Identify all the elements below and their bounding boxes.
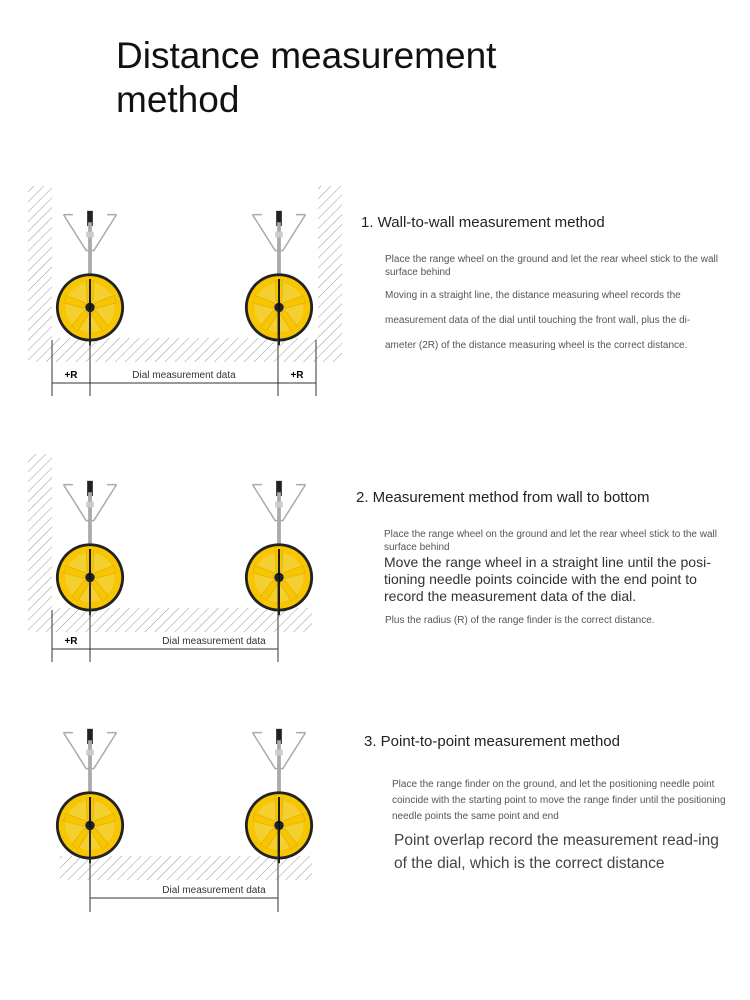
end-wheel-figure <box>245 729 313 863</box>
left-radius-label: +R <box>64 370 78 381</box>
wall-to-wall-diagram <box>0 180 350 410</box>
wall-to-bottom-diagram <box>0 450 350 670</box>
dial-label: Dial measurement data <box>162 885 266 896</box>
dial-label: Dial measurement data <box>162 636 266 647</box>
note-line-3: ameter (2R) of the distance measuring wheel is the correct distance. <box>385 340 688 351</box>
left-wall <box>28 454 52 632</box>
left-radius-label: +R <box>64 636 78 647</box>
note-rear-wheel: Place the range wheel on the ground and let the rear wheel stick to the wall surface behind <box>384 529 717 553</box>
page-title: Distance measurement method <box>116 35 497 120</box>
note-line-1: Moving in a straight line, the distance measuring wheel records the <box>385 290 681 301</box>
ground <box>60 856 312 880</box>
section-point-to-point <box>0 700 750 920</box>
note-line-2: measurement data of the dial until touching the front wall, plus the di- <box>385 315 691 326</box>
section-heading: 1. Wall-to-wall measurement method <box>361 214 605 231</box>
note-move-straight: Move the range wheel in a straight line until the posi-tioning needle points coincide with the end point to record the measurement data of the dial. <box>384 554 711 604</box>
section-wall-to-wall <box>0 180 750 410</box>
section-heading: 2. Measurement method from wall to bottom <box>356 489 650 506</box>
note-record-reading: Point overlap record the measurement read-ing of the dial, which is the correct distance <box>394 832 719 872</box>
right-wall <box>318 186 342 362</box>
note-radius: Plus the radius (R) of the range finder is the correct distance. <box>385 615 655 626</box>
section-heading: 3. Point-to-point measurement method <box>364 733 620 750</box>
right-radius-label: +R <box>290 370 304 381</box>
ground <box>52 608 312 632</box>
note-start-point: Place the range finder on the ground, and let the positioning needle point coincide with the starting point to move the range finder until the positioning needle points the same point and end <box>392 779 726 822</box>
dial-label: Dial measurement data <box>132 370 236 381</box>
note-rear-wheel: Place the range wheel on the ground and let the rear wheel stick to the wall surface behind <box>385 254 718 278</box>
front-wheel-figure <box>245 211 313 345</box>
left-wall <box>28 186 52 362</box>
section-wall-to-bottom <box>0 450 750 670</box>
point-to-point-diagram <box>0 700 350 920</box>
front-wheel-figure <box>245 481 313 615</box>
